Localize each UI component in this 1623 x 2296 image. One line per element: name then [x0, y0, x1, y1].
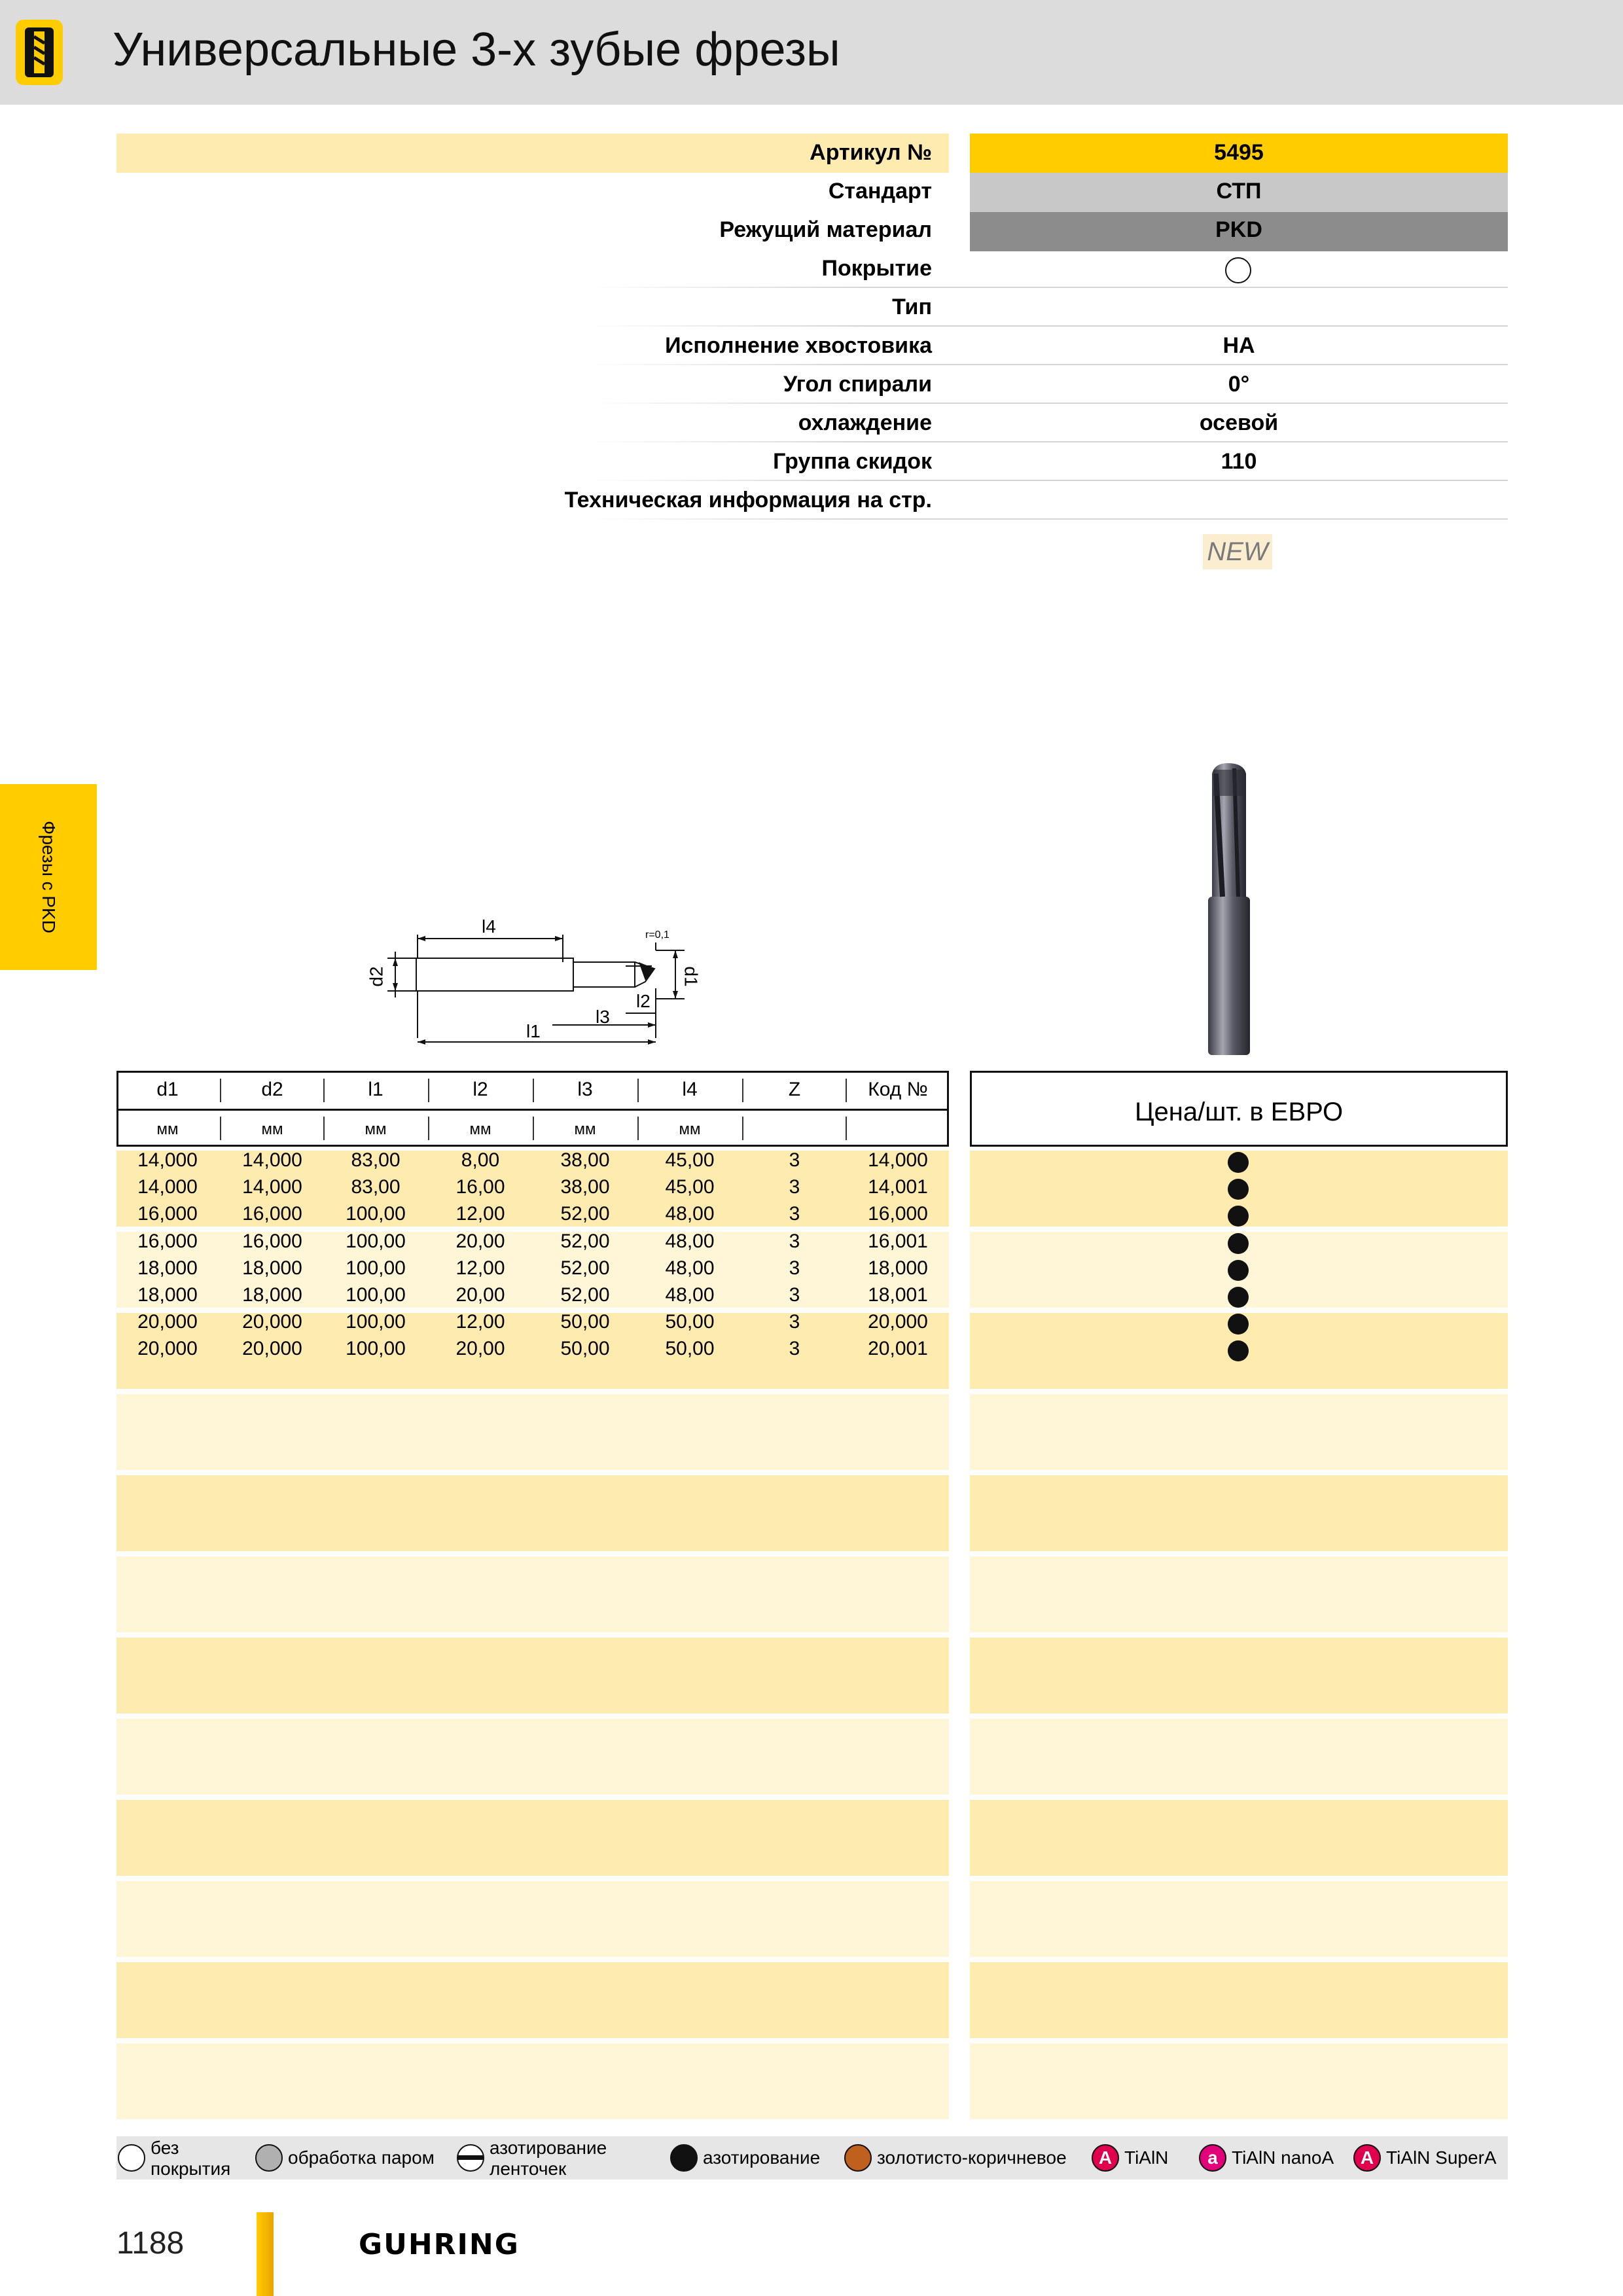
- table-cell: 18,000: [868, 1257, 928, 1279]
- table-cell: 20,000: [242, 1338, 302, 1360]
- column-header: d1: [156, 1079, 179, 1100]
- attribute-divider: [589, 480, 1508, 481]
- table-cell: 12,00: [455, 1257, 505, 1279]
- attribute-label: Исполнение хвостовика: [665, 333, 932, 358]
- uncoated-circle-icon: [1225, 257, 1251, 283]
- tialn-super-a-icon: A: [1353, 2144, 1381, 2172]
- attribute-value: HA: [1222, 333, 1255, 358]
- availability-dot-icon: [1228, 1260, 1249, 1281]
- column-unit: мм: [156, 1121, 179, 1138]
- attribute-divider: [589, 518, 1508, 520]
- half-nitrided-circle-icon: [457, 2144, 484, 2172]
- table-cell: 12,00: [455, 1203, 505, 1225]
- drawing-label-d1: d1: [681, 966, 702, 987]
- attribute-label: охлаждение: [798, 410, 932, 435]
- brand-logo: GUHRING: [359, 2228, 520, 2261]
- new-badge: NEW: [1203, 534, 1272, 569]
- column-separator: [533, 1079, 534, 1102]
- column-header: l1: [368, 1079, 383, 1100]
- table-cell: 3: [789, 1176, 800, 1198]
- legend-label: TiAlN: [1124, 2147, 1169, 2168]
- column-separator: [533, 1117, 534, 1140]
- attribute-divider: [589, 287, 1508, 288]
- table-cell: 16,000: [137, 1230, 198, 1252]
- header-divider: [116, 1109, 949, 1111]
- table-band: [970, 1475, 1508, 1551]
- table-cell: 14,000: [137, 1176, 198, 1198]
- attribute-label: Покрытие: [821, 256, 932, 281]
- column-separator: [323, 1117, 325, 1140]
- table-cell: 18,000: [137, 1284, 198, 1306]
- table-cell: 16,001: [868, 1230, 928, 1252]
- column-separator: [637, 1117, 639, 1140]
- table-cell: 50,00: [665, 1338, 715, 1360]
- table-cell: 52,00: [560, 1257, 610, 1279]
- drawing-label-l3: l3: [596, 1007, 610, 1027]
- table-cell: 14,000: [242, 1149, 302, 1171]
- attribute-value: 5495: [1214, 140, 1264, 165]
- table-cell: 100,00: [346, 1230, 406, 1252]
- availability-dot-icon: [1228, 1179, 1249, 1200]
- table-band: [970, 1719, 1508, 1795]
- attribute-divider: [589, 441, 1508, 442]
- column-unit: мм: [261, 1121, 283, 1138]
- gold-brown-circle-icon: [844, 2144, 872, 2172]
- page-number: 1188: [116, 2226, 185, 2261]
- table-cell: 16,000: [242, 1230, 302, 1252]
- legend-label: без покрытия: [151, 2138, 231, 2179]
- footer-accent-bar: [257, 2212, 274, 2296]
- table-band: [116, 1962, 949, 2038]
- table-cell: 3: [789, 1257, 800, 1279]
- table-cell: 18,000: [137, 1257, 198, 1279]
- table-cell: 20,000: [137, 1311, 198, 1333]
- tool-photo: [1202, 761, 1257, 1059]
- attribute-value: СТП: [1216, 179, 1262, 204]
- table-cell: 48,00: [665, 1230, 715, 1252]
- table-cell: 20,000: [242, 1311, 302, 1333]
- table-band: [116, 1556, 949, 1632]
- column-unit: мм: [365, 1121, 387, 1138]
- table-band: [116, 1638, 949, 1713]
- table-band: [116, 1394, 949, 1470]
- availability-dot-icon: [1228, 1287, 1249, 1308]
- table-cell: 20,001: [868, 1338, 928, 1360]
- table-cell: 8,00: [461, 1149, 500, 1171]
- nitrided-circle-icon: [670, 2144, 698, 2172]
- section-side-tab: [0, 784, 97, 970]
- table-band: [970, 1800, 1508, 1876]
- table-cell: 18,000: [242, 1257, 302, 1279]
- table-cell: 16,000: [242, 1203, 302, 1225]
- page-title: Универсальные 3-х зубые фрезы: [113, 24, 840, 76]
- table-cell: 20,000: [137, 1338, 198, 1360]
- column-separator: [220, 1117, 221, 1140]
- table-cell: 14,001: [868, 1176, 928, 1198]
- table-cell: 38,00: [560, 1149, 610, 1171]
- attribute-divider: [589, 364, 1508, 365]
- table-cell: 48,00: [665, 1284, 715, 1306]
- table-cell: 18,000: [242, 1284, 302, 1306]
- table-band: [116, 1719, 949, 1795]
- attribute-label: Артикул №: [810, 140, 932, 165]
- column-header: l4: [682, 1079, 698, 1100]
- column-separator: [323, 1079, 325, 1102]
- drawing-label-l1: l1: [526, 1021, 541, 1041]
- column-header: l2: [473, 1079, 488, 1100]
- table-cell: 45,00: [665, 1176, 715, 1198]
- tialn-a-icon: A: [1092, 2144, 1119, 2172]
- table-band: [970, 1638, 1508, 1713]
- drawing-label-l4: l4: [482, 916, 496, 937]
- attribute-label: Тип: [892, 295, 932, 319]
- table-cell: 38,00: [560, 1176, 610, 1198]
- table-cell: 48,00: [665, 1257, 715, 1279]
- table-cell: 20,00: [455, 1284, 505, 1306]
- availability-dot-icon: [1228, 1152, 1249, 1173]
- legend-label: азотирование ленточек: [490, 2138, 607, 2179]
- table-cell: 12,00: [455, 1311, 505, 1333]
- table-cell: 20,00: [455, 1230, 505, 1252]
- table-cell: 52,00: [560, 1230, 610, 1252]
- table-cell: 3: [789, 1338, 800, 1360]
- legend-label: золотисто-коричневое: [877, 2147, 1067, 2168]
- table-cell: 45,00: [665, 1149, 715, 1171]
- table-cell: 100,00: [346, 1311, 406, 1333]
- attribute-value: 110: [1221, 449, 1257, 474]
- page-header: [0, 0, 1623, 105]
- price-header-label: Цена/шт. в ЕВРО: [1134, 1098, 1344, 1126]
- table-band: [116, 2043, 949, 2119]
- attribute-label: Группа скидок: [773, 449, 932, 474]
- attribute-label: Угол спирали: [783, 372, 932, 397]
- table-cell: 52,00: [560, 1203, 610, 1225]
- column-header: Z: [788, 1079, 801, 1100]
- table-band: [970, 1962, 1508, 2038]
- column-separator: [637, 1079, 639, 1102]
- table-cell: 100,00: [346, 1284, 406, 1306]
- drill-logo-icon: [16, 20, 63, 85]
- column-separator: [846, 1079, 847, 1102]
- table-cell: 16,000: [868, 1203, 928, 1225]
- table-cell: 3: [789, 1203, 800, 1225]
- attribute-label: Режущий материал: [719, 217, 932, 242]
- steam-circle-icon: [255, 2144, 283, 2172]
- tialn-nano-a-icon: a: [1199, 2144, 1226, 2172]
- column-separator: [220, 1079, 221, 1102]
- table-cell: 14,000: [137, 1149, 198, 1171]
- column-header: d2: [261, 1079, 283, 1100]
- table-cell: 100,00: [346, 1203, 406, 1225]
- column-separator: [846, 1117, 847, 1140]
- legend-label: TiAlN SuperA: [1386, 2147, 1497, 2168]
- column-header: Код №: [868, 1079, 928, 1100]
- table-cell: 50,00: [560, 1311, 610, 1333]
- table-cell: 3: [789, 1149, 800, 1171]
- legend-label: обработка паром: [288, 2147, 435, 2168]
- column-separator: [742, 1079, 743, 1102]
- attribute-divider: [589, 403, 1508, 404]
- table-band: [970, 1881, 1508, 1957]
- table-band: [970, 2043, 1508, 2119]
- availability-dot-icon: [1228, 1314, 1249, 1335]
- column-separator: [428, 1079, 429, 1102]
- table-cell: 16,00: [455, 1176, 505, 1198]
- column-header: l3: [577, 1079, 593, 1100]
- uncoated-circle-icon: [118, 2144, 145, 2172]
- attribute-label: Стандарт: [828, 179, 932, 204]
- table-cell: 20,00: [455, 1338, 505, 1360]
- legend-label: азотирование: [703, 2147, 821, 2168]
- table-cell: 48,00: [665, 1203, 715, 1225]
- drawing-label-l2: l2: [636, 991, 651, 1011]
- side-tab-label: Фрезы с PKD: [39, 821, 59, 933]
- column-separator: [742, 1117, 743, 1140]
- technical-drawing: [364, 916, 704, 1055]
- table-cell: 14,000: [242, 1176, 302, 1198]
- column-unit: мм: [469, 1121, 491, 1138]
- column-unit: мм: [574, 1121, 596, 1138]
- drawing-label-radius: r=0,1: [645, 929, 669, 941]
- table-cell: 100,00: [346, 1257, 406, 1279]
- table-cell: 14,000: [868, 1149, 928, 1171]
- table-band: [116, 1475, 949, 1551]
- table-cell: 20,000: [868, 1311, 928, 1333]
- table-cell: 50,00: [665, 1311, 715, 1333]
- attribute-value: осевой: [1199, 410, 1279, 435]
- table-cell: 3: [789, 1230, 800, 1252]
- table-cell: 83,00: [351, 1176, 401, 1198]
- legend-label: TiAlN nanoA: [1232, 2147, 1334, 2168]
- table-cell: 50,00: [560, 1338, 610, 1360]
- attribute-label: Техническая информация на стр.: [564, 488, 932, 512]
- price-header: [970, 1071, 1508, 1147]
- table-band: [970, 1556, 1508, 1632]
- table-band: [116, 1881, 949, 1957]
- attribute-divider: [589, 325, 1508, 327]
- table-cell: 83,00: [351, 1149, 401, 1171]
- table-cell: 100,00: [346, 1338, 406, 1360]
- table-cell: 3: [789, 1284, 800, 1306]
- availability-dot-icon: [1228, 1233, 1249, 1254]
- table-cell: 52,00: [560, 1284, 610, 1306]
- table-cell: 18,001: [868, 1284, 928, 1306]
- attribute-value: 0°: [1228, 372, 1250, 397]
- table-cell: 16,000: [137, 1203, 198, 1225]
- table-cell: 3: [789, 1311, 800, 1333]
- column-unit: мм: [679, 1121, 701, 1138]
- drawing-label-d2: d2: [366, 966, 387, 987]
- column-separator: [428, 1117, 429, 1140]
- coating-legend: [116, 2136, 1508, 2179]
- table-band: [116, 1800, 949, 1876]
- table-band: [970, 1394, 1508, 1470]
- attribute-value: PKD: [1215, 217, 1262, 242]
